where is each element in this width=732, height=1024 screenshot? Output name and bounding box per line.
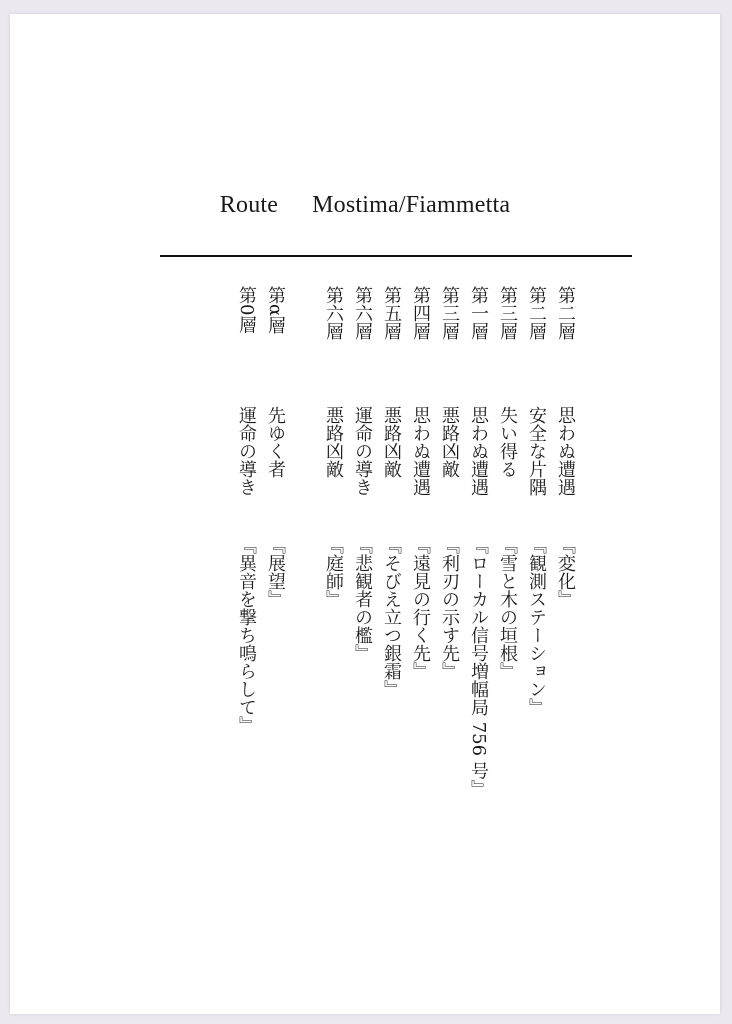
section-gap <box>290 286 319 846</box>
floor-label: 第六層 <box>352 286 373 340</box>
stage-title: 『悲観者の檻』 <box>352 536 373 662</box>
toc-row <box>319 286 348 846</box>
node-name: 悪路凶敵 <box>323 406 344 478</box>
toc-row <box>377 286 406 846</box>
node-name: 悪路凶敵 <box>439 406 460 478</box>
toc-row <box>551 286 580 846</box>
stage-title: 『庭師』 <box>323 536 344 608</box>
route-title <box>10 192 720 219</box>
toc-row <box>406 286 435 846</box>
node-name: 悪路凶敵 <box>381 406 402 478</box>
node-name: 思わぬ遭遇 <box>555 406 576 496</box>
stage-title: 『展望』 <box>265 536 286 608</box>
title-divider <box>160 255 632 257</box>
floor-label: 第二層 <box>526 286 547 340</box>
floor-label: 第α層 <box>265 286 286 335</box>
node-name: 先ゆく者 <box>265 406 286 478</box>
floor-label: 第三層 <box>439 286 460 340</box>
node-name: 思わぬ遭遇 <box>410 406 431 496</box>
floor-label: 第五層 <box>381 286 402 340</box>
node-name: 運命の導き <box>352 406 373 496</box>
toc-row <box>261 286 290 846</box>
stage-title: 『観測ステーション』 <box>526 536 547 716</box>
route-label: Route <box>219 192 279 218</box>
table-of-contents <box>200 286 580 846</box>
stage-title: 『そびえ立つ銀霜』 <box>381 536 402 698</box>
toc-row <box>435 286 464 846</box>
stage-title: 『異音を撃ち鳴らして』 <box>236 536 257 734</box>
node-name: 運命の導き <box>236 406 257 496</box>
stage-title: 『変化』 <box>555 536 576 608</box>
floor-label: 第0層 <box>236 286 257 334</box>
toc-row <box>348 286 377 846</box>
stage-title: 『雪と木の垣根』 <box>497 536 518 680</box>
floor-label: 第六層 <box>323 286 344 340</box>
toc-row <box>493 286 522 846</box>
stage-title: 『利刃の示す先』 <box>439 536 460 680</box>
route-name: Mostima/Fiammetta <box>312 192 511 218</box>
toc-row <box>464 286 493 846</box>
floor-label: 第三層 <box>497 286 518 340</box>
floor-label: 第二層 <box>555 286 576 340</box>
node-name: 思わぬ遭遇 <box>468 406 489 496</box>
document-page <box>10 14 720 1014</box>
stage-title: 『ローカル信号増幅局 756 号』 <box>468 536 489 798</box>
toc-row <box>232 286 261 846</box>
floor-label: 第一層 <box>468 286 489 340</box>
node-name: 安全な片隅 <box>526 406 547 496</box>
toc-row <box>522 286 551 846</box>
floor-label: 第四層 <box>410 286 431 340</box>
node-name: 失い得る <box>497 406 518 478</box>
stage-title: 『遠見の行く先』 <box>410 536 431 680</box>
